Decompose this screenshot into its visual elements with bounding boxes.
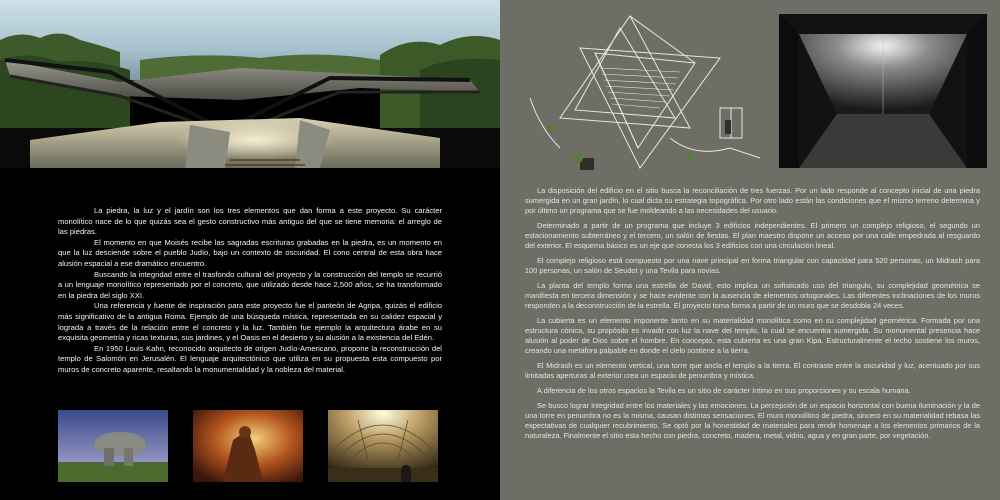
right-paragraph: El Midrash es un elemento vertical, una torre que ancla el templo a la tierra. El contraste entre la oscuridad y luz, acentuado por sus limitadas aperturas al exterior crea un espacio de penumbra y mística. xyxy=(525,361,980,380)
temple-section-render xyxy=(0,0,500,196)
pantheon-interior-image xyxy=(328,410,438,482)
left-paragraph: La piedra, la luz y el jardín son los tres elementos que dan forma a este proyecto. Su carácter monolítico nace de lo que quizás sea el gesto constructivo más antiguo del que se tiene memoria: el arreglo de las piedras. xyxy=(58,206,442,237)
right-paragraph: La disposición del edificio en el sitio busca la reconciliación de tres fuerzas. Por un lado responde al concepto inicial de una piedra sumergida en un gran jardín, lo cual dicta su estrategia topográfica. Por otro lado están las condiciones que el mismo terreno determina y por último un programa que se fue moldeando a las necesidades del usuario. xyxy=(525,186,980,215)
right-paragraph: La planta del templo forma una estrella de David, esto implica un sofisticado uso del triangulo, su complejidad geométrica se manifiesta en tercera dimensión y se hace evidente con la ausencia de elementos ortogonales. Las diferentes inclinaciones de los muros responden a la deconstrucción de la estrella. El proyecto toma forma a partir de un muro que se desdobla 24 veces. xyxy=(525,281,980,310)
left-paragraph: Una referencia y fuente de inspiración para este proyecto fue el panteón de Agripa, quizás el edificio más significativo de la antigua Roma. Ejemplo de una búsqueda mística, representada en su calidez espacial y lograda a través de la relación entre el concreto y la luz. También fue ejemplo la arquitectura árabe en su exquisita geometría y ricas texturas, sus jardines, y el Oasis en el desierto y su alusión a la existencia del Edén. xyxy=(58,301,442,343)
left-paragraph: El momento en que Moisés recibe las sagradas escrituras grabadas en la piedra, es un momento en que la luz desciende sobre el pueblo Judío, bajo un contexto de oscuridad. El cono central de esta obra hace alusión espacial a ese dramático encuentro. xyxy=(58,237,442,268)
dolmen-stone-image xyxy=(58,410,168,482)
left-paragraph: Buscando la integridad entre el trasfondo cultural del proyecto y la construcción del templo se recurrió a un lenguaje monolítico representado por el concreto, que utilizado desde hace 2,500 años, se ha transformado en la piedra del siglo XXI. xyxy=(58,269,442,300)
cone-interior-render xyxy=(779,14,987,168)
moses-painting-image xyxy=(193,410,303,482)
right-paragraph: Determinado a partir de un programa que incluye 3 edificios independientes. El primero un complejo religioso, el segundo un estacionamiento subterráneo y el tercero, un salón de fiestas. El plan maestro dispone un acceso por una calle empedrada al resguardo del exterior. El esquema básico es un eje que conecta los 3 edificios con una circulación lineal. xyxy=(525,221,980,250)
right-paragraph: Se busco lograr integridad entre los materiales y las emociones. La percepción de un espacio horizontal con buena iluminación y la de una torre en penumbra no es la misma, causan distintas sensaciones. El muro monolítico de piedra, sincero en su materialidad rebasa las expectativas de cualquier recubrimiento. Se optó por la honestidad de materiales para rendir homenaje a los elementos primarios de la naturaleza. Finalmente el sitio esta hecho con piedra, concreto, madera, metal, vidrio, agua y en gran parte, por vegetación. xyxy=(525,401,980,440)
right-paragraph: A diferencia de los otros espacios la Tevila es un sitio de carácter íntimo en sus proporciones y su escala humana. xyxy=(537,386,911,395)
right-page-text xyxy=(525,186,980,446)
right-page xyxy=(500,0,1000,500)
left-paragraph: En 1950 Louis Kahn, reconocido arquitecto de origen Judío-Americano, propone la reconstrucción del templo de Salomón en Jerusalén. El lenguaje arquitectónico que utiliza en su propuesta esta compuesto por muros de concreto aparente, resaltando la monumentalidad y la nobleza del material. xyxy=(58,343,442,374)
right-paragraph: El complejo religioso está compuesto por una nave principal en forma triangular con capacidad para 520 personas, un Midrash para 100 personas, un salón de Seudot y una Tevila para novias. xyxy=(525,256,980,275)
right-paragraph: La cubierta es un elemento imponente tanto en su materialidad monolítica como en su complejidad geométrica. Formada por una estructura cónica, su propósito es invadir con luz la nave del templo, la cual se encuentra sumergida. Su monumental presencia hace alusión al poder de Dios sobre el hombre. En concepto, esta cubierta es una gran Kipa. Estructuralmente el techo sostiene los muros, creando una metáfora palpable en donde el cielo sostiene a la tierra. xyxy=(525,316,980,355)
left-page-text xyxy=(58,206,442,376)
reference-images xyxy=(58,410,438,490)
star-of-david-plan-sketch xyxy=(520,8,768,184)
